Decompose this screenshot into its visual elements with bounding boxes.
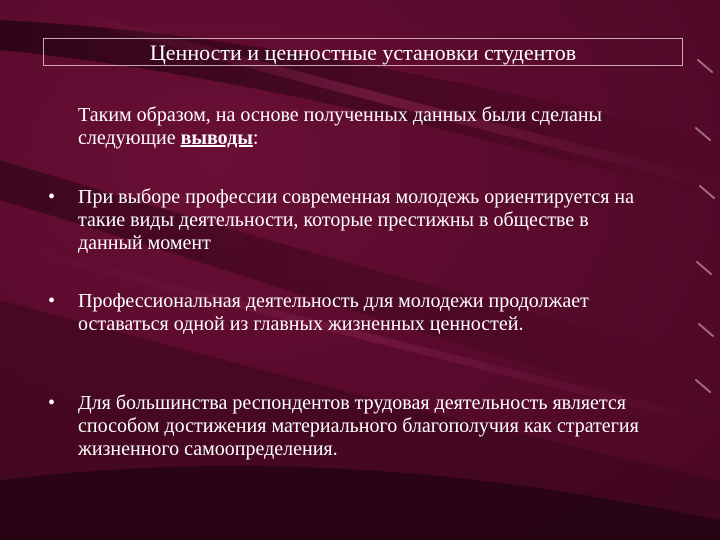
slide-title: Ценности и ценностные установки студентов [149, 40, 577, 65]
bullet-marker: • [48, 186, 56, 208]
intro-emphasis: выводы [180, 127, 253, 149]
intro-colon: : [252, 127, 259, 149]
intro-text: Таким образом, на основе полученных данных были сделаны следующие [78, 104, 602, 149]
bullet-item [48, 186, 658, 255]
bullet-marker: • [48, 290, 56, 312]
bullet-item [48, 290, 658, 336]
bullet-text: Профессиональная деятельность для молодежи продолжает оставаться одной из главных жизненных ценностей. [78, 290, 589, 335]
bullet-marker: • [48, 392, 56, 414]
bullet-text: Для большинства респондентов трудовая деятельность является способом достижения материального благополучия как стратегия жизненного самоопределения. [78, 392, 639, 460]
bullet-text: При выборе профессии современная молодежь ориентируется на такие виды деятельности, которые престижны в обществе в данный момент [78, 186, 634, 254]
bullet-item [48, 392, 658, 461]
